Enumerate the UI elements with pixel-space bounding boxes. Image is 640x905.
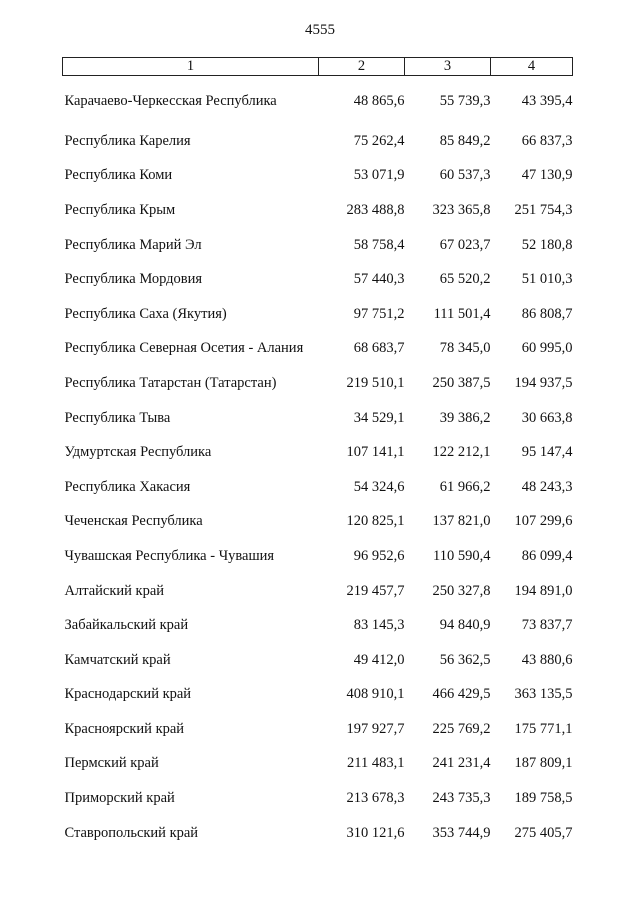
table-row [63, 608, 573, 643]
value-col4-cell: 194 937,5 [514, 374, 573, 391]
value-col3-cell: 241 231,4 [432, 755, 491, 772]
value-col2-cell: 54 324,6 [353, 478, 405, 495]
region-name-cell: Республика Мордовия [64, 271, 203, 288]
value-col4-cell: 73 837,7 [521, 617, 573, 634]
value-col4-cell: 86 099,4 [521, 547, 573, 564]
table-row [63, 297, 573, 332]
column-header-3: 3 [405, 58, 491, 76]
value-col4-cell: 30 663,8 [521, 409, 573, 426]
table-body [63, 76, 573, 851]
value-col2-cell: 219 510,1 [346, 374, 405, 391]
value-col2-cell: 213 678,3 [346, 790, 405, 807]
value-col4-cell: 66 837,3 [521, 132, 573, 149]
value-col4-cell: 48 243,3 [521, 478, 573, 495]
table-row [63, 747, 573, 782]
value-col2-cell: 107 141,1 [346, 444, 405, 461]
value-col2-cell: 97 751,2 [353, 305, 405, 322]
value-col4-cell: 194 891,0 [514, 582, 573, 599]
value-col4-cell: 47 130,9 [521, 167, 573, 184]
value-col4-cell: 189 758,5 [514, 790, 573, 807]
value-col4-cell: 86 808,7 [521, 305, 573, 322]
value-col2-cell: 211 483,1 [347, 755, 405, 772]
table-row [63, 678, 573, 713]
region-name-cell: Приморский край [64, 790, 175, 807]
column-header-2: 2 [319, 58, 405, 76]
region-name-cell: Республика Крым [64, 201, 176, 218]
region-name-cell: Республика Карелия [64, 132, 191, 149]
value-col2-cell: 57 440,3 [353, 271, 405, 288]
table-row [63, 332, 573, 367]
region-name-cell: Камчатский край [64, 651, 171, 668]
value-col3-cell: 55 739,3 [439, 92, 491, 109]
region-name-cell: Республика Коми [64, 167, 173, 184]
table-row [63, 539, 573, 574]
value-col2-cell: 53 071,9 [353, 167, 405, 184]
table-row [63, 193, 573, 228]
page-number: 4555 [305, 22, 335, 38]
region-name-cell: Карачаево-Черкесская Республика [64, 92, 277, 109]
value-col2-cell: 219 457,7 [346, 582, 405, 599]
value-col4-cell: 175 771,1 [514, 720, 573, 737]
table-row [63, 505, 573, 540]
value-col2-cell: 34 529,1 [353, 409, 405, 426]
value-col4-cell: 107 299,6 [514, 513, 573, 530]
value-col3-cell: 111 501,4 [433, 305, 491, 322]
value-col4-cell: 275 405,7 [514, 824, 573, 841]
value-col4-cell: 60 995,0 [521, 340, 573, 357]
region-name-cell: Республика Татарстан (Татарстан) [64, 374, 277, 391]
header-row [63, 58, 573, 76]
value-col2-cell: 83 145,3 [353, 617, 405, 634]
value-col3-cell: 250 387,5 [432, 374, 491, 391]
table-row [63, 574, 573, 609]
region-name-cell: Республика Марий Эл [64, 236, 202, 253]
value-col2-cell: 120 825,1 [346, 513, 405, 530]
table-row [63, 435, 573, 470]
value-col4-cell: 51 010,3 [521, 271, 573, 288]
region-name-cell: Забайкальский край [64, 617, 189, 634]
table-header [63, 58, 573, 76]
value-col2-cell: 68 683,7 [353, 340, 405, 357]
value-col3-cell: 353 744,9 [432, 824, 491, 841]
value-col3-cell: 137 821,0 [432, 513, 491, 530]
table-row [63, 643, 573, 678]
table-row [63, 228, 573, 263]
value-col4-cell: 43 880,6 [521, 651, 573, 668]
value-col4-cell: 251 754,3 [514, 201, 573, 218]
value-col4-cell: 43 395,4 [521, 92, 573, 109]
region-name-cell: Республика Северная Осетия - Алания [64, 340, 304, 357]
table-row [63, 159, 573, 194]
value-col2-cell: 58 758,4 [353, 236, 405, 253]
region-name-cell: Ставропольский край [64, 824, 199, 841]
table-row [63, 816, 573, 851]
value-col3-cell: 110 590,4 [433, 547, 491, 564]
column-header-4: 4 [491, 58, 573, 76]
value-col2-cell: 96 952,6 [353, 547, 405, 564]
value-col2-cell: 48 865,6 [353, 92, 405, 109]
value-col2-cell: 49 412,0 [353, 651, 405, 668]
value-col3-cell: 85 849,2 [439, 132, 491, 149]
column-header-1: 1 [63, 58, 319, 76]
region-name-cell: Алтайский край [64, 582, 165, 599]
value-col4-cell: 95 147,4 [521, 444, 573, 461]
table-row [63, 470, 573, 505]
value-col2-cell: 75 262,4 [353, 132, 405, 149]
region-name-cell: Чувашская Республика - Чувашия [64, 547, 275, 564]
table-row [63, 124, 573, 159]
table-row [63, 781, 573, 816]
value-col3-cell: 39 386,2 [439, 409, 491, 426]
region-name-cell: Краснодарский край [64, 686, 192, 703]
region-name-cell: Красноярский край [64, 720, 185, 737]
value-col3-cell: 67 023,7 [439, 236, 491, 253]
value-col3-cell: 122 212,1 [432, 444, 491, 461]
data-table-container [62, 57, 572, 850]
value-col2-cell: 197 927,7 [346, 720, 405, 737]
value-col4-cell: 187 809,1 [514, 755, 573, 772]
table-row [63, 262, 573, 297]
value-col3-cell: 243 735,3 [432, 790, 491, 807]
value-col3-cell: 323 365,8 [432, 201, 491, 218]
region-name-cell: Удмуртская Республика [64, 444, 212, 461]
table-row [63, 712, 573, 747]
region-name-cell: Республика Тыва [64, 409, 171, 426]
table-row [63, 366, 573, 401]
value-col3-cell: 250 327,8 [432, 582, 491, 599]
value-col2-cell: 310 121,6 [346, 824, 405, 841]
value-col3-cell: 466 429,5 [432, 686, 491, 703]
value-col3-cell: 94 840,9 [439, 617, 491, 634]
value-col3-cell: 60 537,3 [439, 167, 491, 184]
table-row [63, 401, 573, 436]
value-col3-cell: 78 345,0 [439, 340, 491, 357]
value-col3-cell: 65 520,2 [439, 271, 491, 288]
value-col3-cell: 225 769,2 [432, 720, 491, 737]
value-col2-cell: 283 488,8 [346, 201, 405, 218]
table-row [63, 76, 573, 125]
data-table [62, 57, 573, 850]
value-col4-cell: 52 180,8 [521, 236, 573, 253]
value-col2-cell: 408 910,1 [346, 686, 405, 703]
region-name-cell: Чеченская Республика [64, 513, 203, 530]
region-name-cell: Республика Хакасия [64, 478, 191, 495]
value-col3-cell: 61 966,2 [439, 478, 491, 495]
region-name-cell: Республика Саха (Якутия) [64, 305, 227, 322]
region-name-cell: Пермский край [64, 755, 159, 772]
value-col4-cell: 363 135,5 [514, 686, 573, 703]
value-col3-cell: 56 362,5 [439, 651, 491, 668]
